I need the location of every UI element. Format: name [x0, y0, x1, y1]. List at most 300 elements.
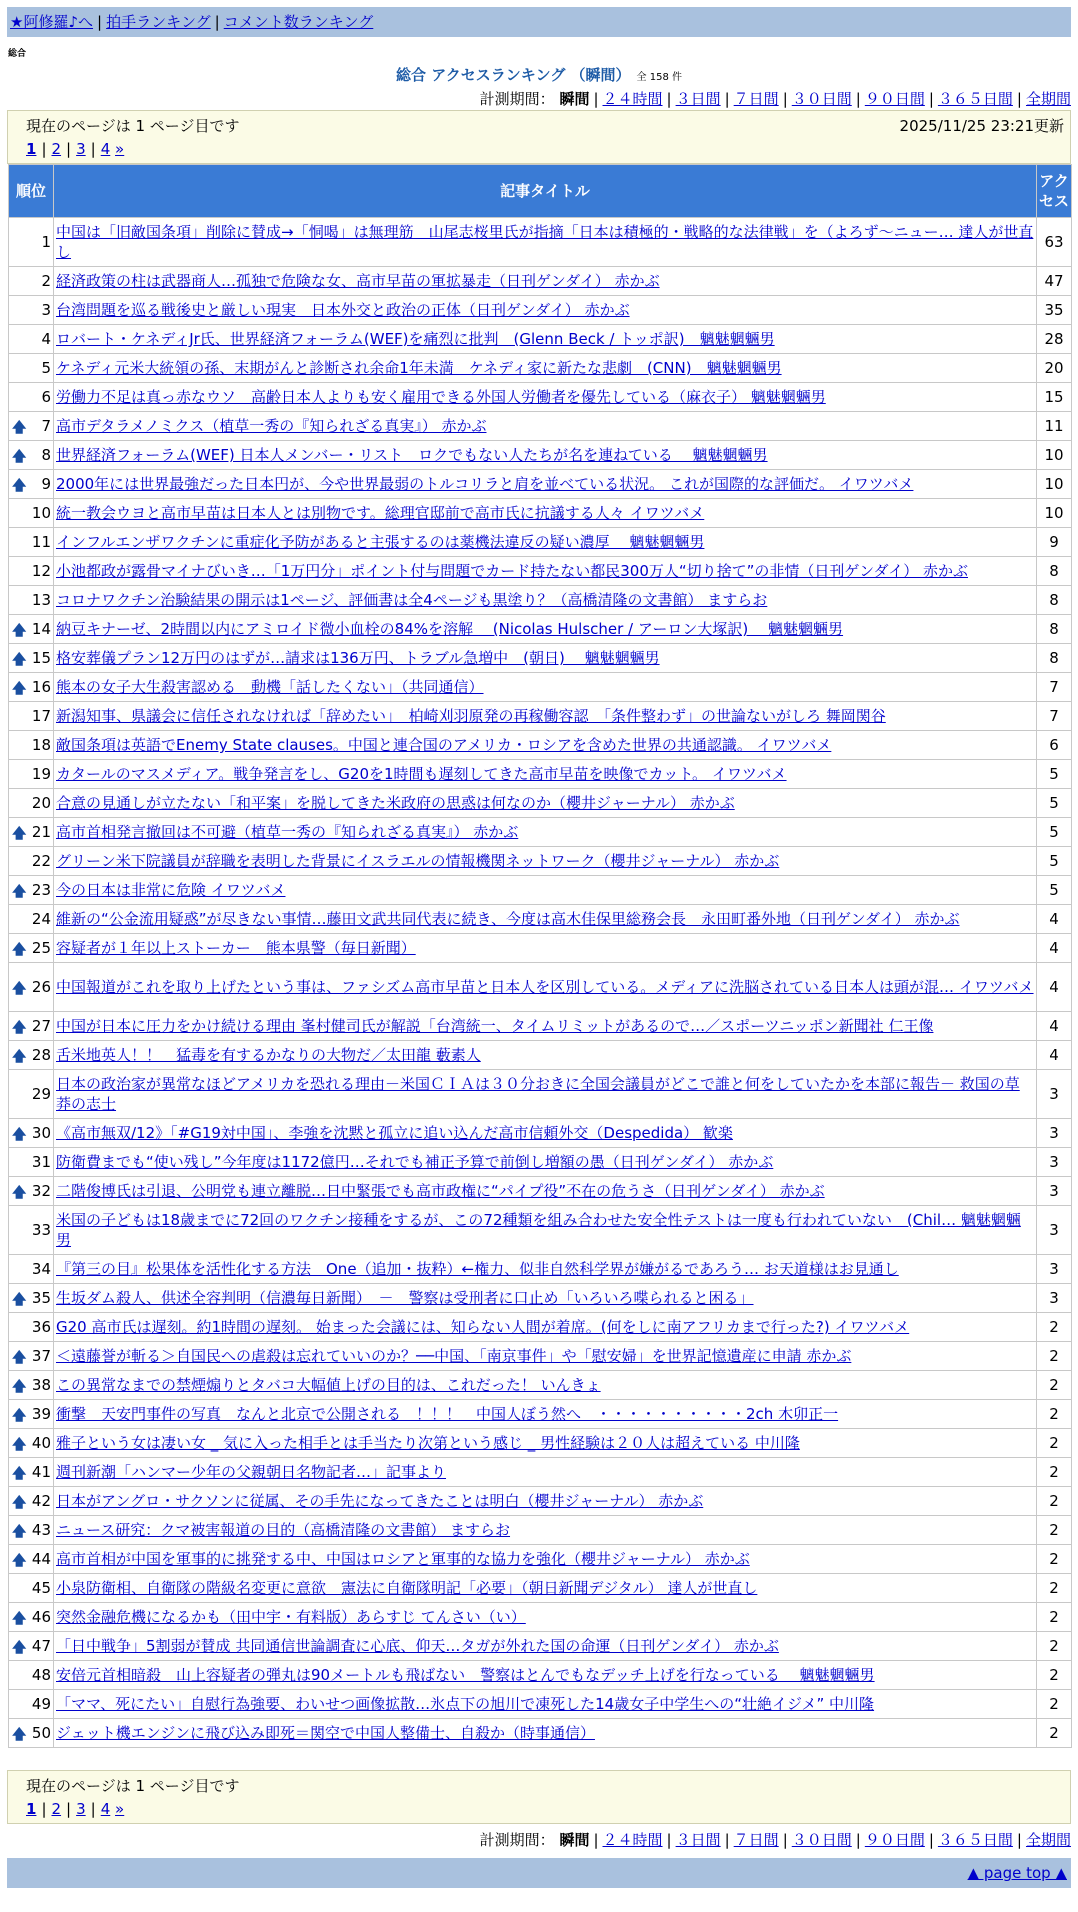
period-separator: |	[1016, 1831, 1022, 1849]
access-count-cell: 3	[1037, 1070, 1072, 1119]
table-row	[9, 1661, 1072, 1690]
rank-number: 22	[31, 852, 51, 870]
title-cell	[54, 1516, 1037, 1545]
table-row	[9, 267, 1072, 296]
ranking-table-body	[9, 218, 1072, 1748]
rank-cell	[9, 1119, 54, 1148]
access-count-cell: 2	[1037, 1487, 1072, 1516]
table-row	[9, 1070, 1072, 1119]
rank-number: 30	[31, 1124, 51, 1142]
pager-separator: |	[90, 1800, 96, 1818]
table-header-row	[9, 165, 1072, 218]
rank-up-arrow-icon: 🡅	[12, 449, 27, 465]
page-1-link[interactable]: 1	[26, 140, 37, 158]
period-separator: |	[724, 90, 730, 108]
article-title-link[interactable]: 世界経済フォーラム(WEF) 日本人メンバー・リスト ロクでもない人たちが名を連ねている 魑魅魍魎男	[56, 446, 768, 464]
table-row	[9, 499, 1072, 528]
article-title-link[interactable]: 雅子という女は凄い女 _ 気に入った相手とは手当たり次第という感じ _ 男性経験は２０人は超えている 中川隆	[56, 1434, 800, 1452]
access-count-cell: 2	[1037, 1313, 1072, 1342]
footer-bar	[7, 1858, 1071, 1888]
table-row	[9, 1400, 1072, 1429]
page-2-link[interactable]: 2	[51, 140, 62, 158]
article-title-link[interactable]: 経済政策の柱は武器商人…孤独で危険な女、高市早苗の軍拡暴走（日刊ゲンダイ） 赤かぶ	[56, 272, 660, 290]
table-row	[9, 1342, 1072, 1371]
next-page-link[interactable]: »	[115, 1800, 125, 1818]
rank-number: 44	[31, 1550, 51, 1568]
period-label: 計測期間：	[479, 90, 555, 108]
access-count-cell: 2	[1037, 1371, 1072, 1400]
title-cell	[54, 218, 1037, 267]
rank-cell	[9, 1574, 54, 1603]
rank-cell	[9, 1371, 54, 1400]
article-title-link[interactable]: 統一教会ウヨと高市早苗は日本人とは別物です。総理官邸前で高市氏に抗議する人々 イワツバメ	[56, 504, 705, 522]
period-selector-top	[480, 88, 1071, 109]
table-row	[9, 1148, 1072, 1177]
article-title-link[interactable]: 熊本の女子大生殺害認める 動機「話したくない」（共同通信）	[56, 678, 484, 696]
table-row	[9, 1177, 1072, 1206]
rank-number: 9	[41, 475, 51, 493]
table-row	[9, 296, 1072, 325]
article-title-link[interactable]: 高市デタラメノミクス（植草一秀の『知られざる真実』） 赤かぶ	[56, 417, 487, 435]
rank-cell	[9, 1690, 54, 1719]
rank-up-arrow-icon: 🡅	[12, 1020, 27, 1036]
rank-cell	[9, 1041, 54, 1070]
article-title-link[interactable]: 中国報道がこれを取り上げたという事は、ファシズム高市早苗と日本人を区別している。メディアに洗脳されている日本人は頭が混… イワツバメ	[56, 978, 1034, 996]
total-count: 全 158 件	[636, 72, 682, 83]
article-title-link[interactable]: インフルエンザワクチンに重症化予防があると主張するのは薬機法違反の疑い濃厚 魑魅魍魎男	[56, 533, 705, 551]
title-cell	[54, 1458, 1037, 1487]
rank-number: 33	[31, 1221, 51, 1239]
title-cell	[54, 1148, 1037, 1177]
rank-up-arrow-icon: 🡅	[12, 1466, 27, 1482]
period-90d-link[interactable]: ９０日間	[864, 1831, 925, 1849]
table-row	[9, 1603, 1072, 1632]
access-count-cell: 2	[1037, 1400, 1072, 1429]
rank-number: 31	[31, 1153, 51, 1171]
current-page-text: 現在のページは 1 ページ目です	[26, 1777, 240, 1795]
article-title-link[interactable]: 衝撃 天安門事件の写真 なんと北京で公開される ！！！ 中国人ぼう然へ ・・・・・・・・・・2ch 木卯正一	[56, 1405, 839, 1423]
title-cell	[54, 267, 1037, 296]
access-count-cell: 4	[1037, 963, 1072, 1012]
access-count-cell: 5	[1037, 760, 1072, 789]
table-row	[9, 673, 1072, 702]
access-count-cell: 3	[1037, 1206, 1072, 1255]
article-title-link[interactable]: 週刊新潮「ハンマー少年の父親朝日名物記者…」記事より	[56, 1463, 447, 1481]
title-cell	[54, 1119, 1037, 1148]
table-row	[9, 218, 1072, 267]
rank-cell	[9, 644, 54, 673]
title-cell	[54, 528, 1037, 557]
access-count-cell: 2	[1037, 1429, 1072, 1458]
rank-up-arrow-icon: 🡅	[12, 1049, 27, 1065]
table-row	[9, 1690, 1072, 1719]
page-4-link[interactable]: 4	[100, 140, 111, 158]
rank-cell	[9, 586, 54, 615]
table-row	[9, 905, 1072, 934]
rank-number: 38	[31, 1376, 51, 1394]
period-365d-link[interactable]: ３６５日間	[937, 1831, 1013, 1849]
rank-cell	[9, 296, 54, 325]
period-7d-link[interactable]: ７日間	[733, 1831, 779, 1849]
table-row	[9, 1719, 1072, 1748]
access-count-cell: 15	[1037, 383, 1072, 412]
article-title-link[interactable]: 日本がアングロ・サクソンに従属、その手先になってきたことは明白（櫻井ジャーナル） 赤かぶ	[56, 1492, 704, 1510]
rank-number: 20	[31, 794, 51, 812]
rank-number: 41	[31, 1463, 51, 1481]
article-title-link[interactable]: 維新の“公金流用疑惑”が尽きない事情…藤田文武共同代表に続き、今度は高木佳保里総務会長 永田町番外地（日刊ゲンダイ） 赤かぶ	[56, 910, 960, 928]
title-cell	[54, 1255, 1037, 1284]
access-count-cell: 2	[1037, 1690, 1072, 1719]
title-cell	[54, 1690, 1037, 1719]
title-cell	[54, 296, 1037, 325]
next-page-link[interactable]: »	[115, 140, 125, 158]
period-30d-link[interactable]: ３０日間	[791, 1831, 852, 1849]
access-count-cell: 2	[1037, 1719, 1072, 1748]
article-title-link[interactable]: ニュース研究：クマ被害報道の目的（高橋清隆の文書館） ますらお	[56, 1521, 511, 1539]
rank-up-arrow-icon: 🡅	[12, 652, 27, 668]
title-cell	[54, 499, 1037, 528]
title-cell	[54, 1284, 1037, 1313]
access-count-cell: 8	[1037, 557, 1072, 586]
rank-cell	[9, 673, 54, 702]
access-count-cell: 2	[1037, 1342, 1072, 1371]
period-separator: |	[666, 1831, 672, 1849]
period-separator: |	[928, 1831, 934, 1849]
rank-number: 17	[31, 707, 51, 725]
rank-number: 8	[41, 446, 51, 464]
article-title-link[interactable]: ジェット機エンジンに飛び込み即死＝関空で中国人整備士、自殺か（時事通信）	[56, 1724, 595, 1742]
rank-up-arrow-icon: 🡅	[12, 623, 27, 639]
article-title-link[interactable]: 敵国条項は英語でEnemy State clauses。中国と連合国のアメリカ・ロシアを含めた世界の共通認識。 イワツバメ	[56, 736, 832, 754]
table-row	[9, 1119, 1072, 1148]
title-cell	[54, 673, 1037, 702]
table-row	[9, 1487, 1072, 1516]
article-title-link[interactable]: 二階俊博氏は引退、公明党も連立離脱…日中緊張でも高市政権に“パイプ役”不在の危うさ（日刊ゲンダイ） 赤かぶ	[56, 1182, 825, 1200]
rank-number: 11	[31, 533, 51, 551]
title-cell	[54, 1313, 1037, 1342]
table-row	[9, 1284, 1072, 1313]
title-cell	[54, 644, 1037, 673]
article-title-link[interactable]: 新潟知事、県議会に信任されなければ「辞めたい」 柏崎刈羽原発の再稼働容認 「条件整わず」の世論ないがしろ 舞岡関谷	[56, 707, 886, 725]
title-cell	[54, 354, 1037, 383]
access-count-cell: 5	[1037, 847, 1072, 876]
access-count-cell: 2	[1037, 1458, 1072, 1487]
rank-cell	[9, 1487, 54, 1516]
pager-separator: |	[41, 1800, 47, 1818]
access-count-cell: 4	[1037, 905, 1072, 934]
access-count-cell: 10	[1037, 499, 1072, 528]
article-title-link[interactable]: 2000年には世界最強だった日本円が、今や世界最弱のトルコリラと肩を並べている状況。 これが国際的な評価だ。 イワツバメ	[56, 475, 914, 493]
rank-number: 13	[31, 591, 51, 609]
article-title-link[interactable]: コロナワクチン治験結果の開示は1ページ、評価書は全4ページも黒塗り？（高橋清隆の文書館） ますらお	[56, 591, 768, 609]
rank-cell	[9, 1516, 54, 1545]
table-row	[9, 1206, 1072, 1255]
page-3-link[interactable]: 3	[76, 1800, 86, 1818]
table-row	[9, 1545, 1072, 1574]
title-cell	[54, 1012, 1037, 1041]
period-separator: |	[928, 90, 934, 108]
title-cell	[54, 1719, 1037, 1748]
article-title-link[interactable]: 高市首相発言撤回は不可避（植草一秀の『知られざる真実』） 赤かぶ	[56, 823, 519, 841]
page-3-link[interactable]: 3	[76, 140, 86, 158]
table-row	[9, 325, 1072, 354]
pager-separator: |	[66, 140, 72, 158]
title-cell	[54, 818, 1037, 847]
access-count-cell: 4	[1037, 1041, 1072, 1070]
table-row	[9, 1574, 1072, 1603]
rank-number: 24	[31, 910, 51, 928]
article-title-link[interactable]: 突然金融危機になるかも（田中宇・有料版）あらすじ てんさい（い）	[56, 1608, 526, 1626]
table-row	[9, 1632, 1072, 1661]
period-separator: |	[855, 1831, 861, 1849]
title-cell	[54, 325, 1037, 354]
article-title-link[interactable]: この異常なまでの禁煙煽りとタバコ大幅値上げの目的は、これだった！ いんきょ	[56, 1376, 601, 1394]
article-title-link[interactable]: 《高市無双/12》「#G19対中国」、李強を沈黙と孤立に追い込んだ高市信頼外交（Despedida） 歓楽	[56, 1124, 733, 1142]
period-separator: |	[666, 90, 672, 108]
article-title-link[interactable]: 容疑者が１年以上ストーカー 熊本県警（毎日新聞）	[56, 939, 416, 957]
period-365d-link[interactable]: ３６５日間	[937, 90, 1013, 108]
rank-cell	[9, 441, 54, 470]
article-title-link[interactable]: グリーン米下院議員が辞職を表明した背景にイスラエルの情報機関ネットワーク（櫻井ジャーナル） 赤かぶ	[56, 852, 780, 870]
rank-number: 34	[31, 1260, 51, 1278]
rank-number: 42	[31, 1492, 51, 1510]
article-title-link[interactable]: 格安葬儀プラン12万円のはずが…請求は136万円、トラブル急増中 (朝日) 魑魅魍魎男	[56, 649, 660, 667]
article-title-link[interactable]: ケネディ元米大統領の孫、末期がんと診断され余命1年未満 ケネディ家に新たな悲劇 (CNN) 魑魅魍魎男	[56, 359, 782, 377]
article-title-link[interactable]: 「日中戦争」5割弱が賛成 共同通信世論調査に心底、仰天…タガが外れた国の命運（日刊ゲンダイ） 赤かぶ	[56, 1637, 779, 1655]
pager-separator: |	[90, 140, 96, 158]
rank-number: 37	[31, 1347, 51, 1365]
period-24h-link[interactable]: ２４時間	[602, 1831, 663, 1849]
rank-number: 28	[31, 1046, 51, 1064]
page-1-link[interactable]: 1	[26, 1800, 37, 1818]
rank-up-arrow-icon: 🡅	[12, 826, 27, 842]
rank-cell	[9, 1342, 54, 1371]
rank-up-arrow-icon: 🡅	[12, 1292, 27, 1308]
title-cell	[54, 1342, 1037, 1371]
title-cell	[54, 1574, 1037, 1603]
period-current: 瞬間	[559, 1831, 590, 1849]
rank-number: 14	[31, 620, 51, 638]
rank-number: 5	[41, 359, 51, 377]
rank-up-arrow-icon: 🡅	[12, 478, 27, 494]
rank-cell	[9, 267, 54, 296]
home-link[interactable]: ★阿修羅♪へ	[10, 13, 94, 31]
rank-up-arrow-icon: 🡅	[12, 942, 27, 958]
pager-panel-top	[7, 110, 1071, 164]
rank-cell	[9, 789, 54, 818]
rank-cell	[9, 760, 54, 789]
table-row	[9, 586, 1072, 615]
access-column-header: アクセス	[1037, 165, 1072, 218]
table-row	[9, 934, 1072, 963]
rank-cell	[9, 731, 54, 760]
rank-cell	[9, 818, 54, 847]
access-count-cell: 2	[1037, 1545, 1072, 1574]
rank-number: 23	[31, 881, 51, 899]
period-separator: |	[724, 1831, 730, 1849]
access-count-cell: 2	[1037, 1574, 1072, 1603]
table-row	[9, 1429, 1072, 1458]
period-all-link[interactable]: 全期間	[1025, 90, 1071, 108]
table-row	[9, 441, 1072, 470]
table-row	[9, 731, 1072, 760]
rank-cell	[9, 383, 54, 412]
title-cell	[54, 1429, 1037, 1458]
rank-up-arrow-icon: 🡅	[12, 981, 27, 997]
rank-cell	[9, 905, 54, 934]
title-cell	[54, 905, 1037, 934]
period-3d-link[interactable]: ３日間	[675, 1831, 721, 1849]
nav-separator: |	[97, 13, 103, 31]
article-title-link[interactable]: 舌米地英人！！ 猛毒を有するかなりの大物だ／太田龍 藪素人	[56, 1046, 481, 1064]
rank-number: 10	[31, 504, 51, 522]
rank-cell	[9, 325, 54, 354]
access-count-cell: 3	[1037, 1148, 1072, 1177]
article-title-link[interactable]: 防衛費までも“使い残し”今年度は1172億円…それでも補正予算で前倒し増額の愚（日刊ゲンダイ） 赤かぶ	[56, 1153, 774, 1171]
rank-cell	[9, 1400, 54, 1429]
article-title-link[interactable]: 中国は「旧敵国条項」削除に賛成→「恫喝」は無理筋 山尾志桜里氏が指摘「日本は積極的・戦略的な法律戦」を（よろず～ニュー… 達人が世直し	[56, 223, 1034, 261]
page-top-link[interactable]: ▲ page top ▲	[967, 1864, 1067, 1882]
category-label: 総合	[8, 49, 27, 59]
article-title-link[interactable]: 中国が日本に圧力をかけ続ける理由 峯村健司氏が解説「台湾統一、タイムリミットがあるので…／スポーツニッポン新聞社 仁王像	[56, 1017, 934, 1035]
rank-up-arrow-icon: 🡅	[12, 1640, 27, 1656]
rank-up-arrow-icon: 🡅	[12, 1611, 27, 1627]
title-cell	[54, 1206, 1037, 1255]
period-3d-link[interactable]: ３日間	[675, 90, 721, 108]
rank-up-arrow-icon: 🡅	[12, 1127, 27, 1143]
title-cell	[54, 731, 1037, 760]
period-90d-link[interactable]: ９０日間	[864, 90, 925, 108]
rank-cell	[9, 876, 54, 905]
article-title-link[interactable]: 労働力不足は真っ赤なウソ 高齢日本人よりも安く雇用できる外国人労働者を優先している（麻衣子） 魑魅魍魎男	[56, 388, 826, 406]
period-all-link[interactable]: 全期間	[1025, 1831, 1071, 1849]
period-separator: |	[782, 1831, 788, 1849]
access-count-cell: 3	[1037, 1284, 1072, 1313]
table-row	[9, 470, 1072, 499]
access-count-cell: 28	[1037, 325, 1072, 354]
article-title-link[interactable]: 「ママ、死にたい」自慰行為強要、わいせつ画像拡散…氷点下の旭川で凍死した14歳女子中学生への“壮絶イジメ” 中川隆	[56, 1695, 875, 1713]
title-cell	[54, 1177, 1037, 1206]
rank-number: 50	[31, 1724, 51, 1742]
access-count-cell: 47	[1037, 267, 1072, 296]
access-count-cell: 5	[1037, 876, 1072, 905]
rank-cell	[9, 934, 54, 963]
rank-column-header: 順位	[9, 165, 54, 218]
article-title-link[interactable]: 今の日本は非常に危険 イワツバメ	[56, 881, 286, 899]
article-title-link[interactable]: 小泉防衛相、自衛隊の階級名変更に意欲 憲法に自衛隊明記「必要」（朝日新聞デジタル） 達人が世直し	[56, 1579, 758, 1597]
table-row	[9, 1371, 1072, 1400]
title-cell	[54, 586, 1037, 615]
article-title-link[interactable]: 台湾問題を巡る戦後史と厳しい現実 日本外交と政治の正体（日刊ゲンダイ） 赤かぶ	[56, 301, 630, 319]
rank-number: 12	[31, 562, 51, 580]
rank-up-arrow-icon: 🡅	[12, 1437, 27, 1453]
article-title-link[interactable]: 納豆キナーゼ、2時間以内にアミロイド微小血栓の84%を溶解 (Nicolas Hulscher / アーロン大塚訳) 魑魅魍魎男	[56, 620, 844, 638]
access-count-cell: 11	[1037, 412, 1072, 441]
rank-cell	[9, 1719, 54, 1748]
nav-separator: |	[214, 13, 220, 31]
rank-cell	[9, 963, 54, 1012]
article-title-link[interactable]: G20 高市氏は遅刻。約1時間の遅刻。 始まった会議には、知らない人間が着席。(何をしに南アフリカまで行った?) イワツバメ	[56, 1318, 910, 1336]
rank-number: 19	[31, 765, 51, 783]
comment-ranking-link[interactable]: コメント数ランキング	[223, 13, 374, 31]
access-count-cell: 5	[1037, 818, 1072, 847]
title-cell	[54, 383, 1037, 412]
current-page-text: 現在のページは 1 ページ目です	[26, 117, 240, 135]
page-title-line	[0, 64, 1078, 85]
article-title-link[interactable]: カタールのマスメディア。戦争発言をし、G20を1時間も遅刻してきた高市早苗を映像でカット。 イワツバメ	[56, 765, 787, 783]
table-row	[9, 1041, 1072, 1070]
rank-number: 43	[31, 1521, 51, 1539]
article-title-link[interactable]: 小池都政が露骨マイナびいき…「1万円分」ポイント付与問題でカード持たない都民300万人“切り捨て”の非情（日刊ゲンダイ） 赤かぶ	[56, 562, 968, 580]
article-title-link[interactable]: 日本の政治家が異常なほどアメリカを恐れる理由－米国ＣＩＡは３０分おきに全国会議員がどこで誰と何をしていたかを本部に報告－ 救国の草莽の志士	[56, 1075, 1020, 1113]
article-title-link[interactable]: ＜遠藤誉が斬る＞自国民への虐殺は忘れていいのか？──中国、「南京事件」や「慰安婦」を世界記憶遺産に申請 赤かぶ	[56, 1347, 852, 1365]
rank-cell	[9, 1661, 54, 1690]
access-count-cell: 6	[1037, 731, 1072, 760]
table-row	[9, 1255, 1072, 1284]
rank-number: 3	[41, 301, 51, 319]
table-row	[9, 383, 1072, 412]
title-cell	[54, 615, 1037, 644]
title-cell	[54, 876, 1037, 905]
table-row	[9, 354, 1072, 383]
period-separator: |	[855, 90, 861, 108]
period-7d-link[interactable]: ７日間	[733, 90, 779, 108]
article-title-link[interactable]: 合意の見通しが立たない「和平案」を脱してきた米政府の思惑は何なのか（櫻井ジャーナル） 赤かぶ	[56, 794, 735, 812]
access-count-cell: 7	[1037, 702, 1072, 731]
article-title-link[interactable]: ロバート・ケネディJr氏、世界経済フォーラム(WEF)を痛烈に批判 (Glenn Beck / トッポ訳) 魑魅魍魎男	[56, 330, 775, 348]
rank-up-arrow-icon: 🡅	[12, 884, 27, 900]
article-title-link[interactable]: 生坂ダム殺人、供述全容判明（信濃毎日新聞） － 警察は受刑者に口止め「いろいろ喋られると困る」	[56, 1289, 754, 1307]
rank-cell	[9, 847, 54, 876]
access-count-cell: 9	[1037, 528, 1072, 557]
title-cell	[54, 1603, 1037, 1632]
rank-up-arrow-icon: 🡅	[12, 1408, 27, 1424]
article-title-link[interactable]: 『第三の目』松果体を活性化する方法 One（追加・抜粋）←権力、似非自然科学界が嫌がるであろう… お天道様はお見通し	[56, 1260, 899, 1278]
period-current: 瞬間	[559, 90, 590, 108]
rank-up-arrow-icon: 🡅	[12, 1727, 27, 1743]
title-cell	[54, 1400, 1037, 1429]
period-24h-link[interactable]: ２４時間	[602, 90, 663, 108]
page-2-link[interactable]: 2	[51, 1800, 62, 1818]
title-cell	[54, 702, 1037, 731]
article-title-link[interactable]: 高市首相が中国を軍事的に挑発する中、中国はロシアと軍事的な協力を強化（櫻井ジャーナル） 赤かぶ	[56, 1550, 750, 1568]
rank-cell	[9, 470, 54, 499]
rank-number: 7	[41, 417, 51, 435]
rank-cell	[9, 412, 54, 441]
table-row	[9, 528, 1072, 557]
rank-cell	[9, 1012, 54, 1041]
rank-number: 40	[31, 1434, 51, 1452]
access-count-cell: 63	[1037, 218, 1072, 267]
table-row	[9, 789, 1072, 818]
title-cell	[54, 934, 1037, 963]
period-30d-link[interactable]: ３０日間	[791, 90, 852, 108]
title-cell	[54, 1041, 1037, 1070]
article-title-link[interactable]: 安倍元首相暗殺 山上容疑者の弾丸は90メートルも飛ばない 警察はとんでもなデッチ上げを行なっている 魑魅魍魎男	[56, 1666, 875, 1684]
access-count-cell: 2	[1037, 1632, 1072, 1661]
clap-ranking-link[interactable]: 拍手ランキング	[106, 13, 211, 31]
period-separator: |	[782, 90, 788, 108]
access-count-cell: 5	[1037, 789, 1072, 818]
rank-cell	[9, 1206, 54, 1255]
article-title-link[interactable]: 米国の子どもは18歳までに72回のワクチン接種をするが、この72種類を組み合わせた安全性テストは一度も行われていない (Chil… 魑魅魍魎男	[56, 1211, 1021, 1249]
access-count-cell: 4	[1037, 1012, 1072, 1041]
rank-number: 1	[41, 233, 51, 251]
rank-up-arrow-icon: 🡅	[12, 1185, 27, 1201]
rank-cell	[9, 218, 54, 267]
updated-timestamp: 2025/11/25 23:21更新	[899, 117, 1064, 135]
page-4-link[interactable]: 4	[100, 1800, 111, 1818]
